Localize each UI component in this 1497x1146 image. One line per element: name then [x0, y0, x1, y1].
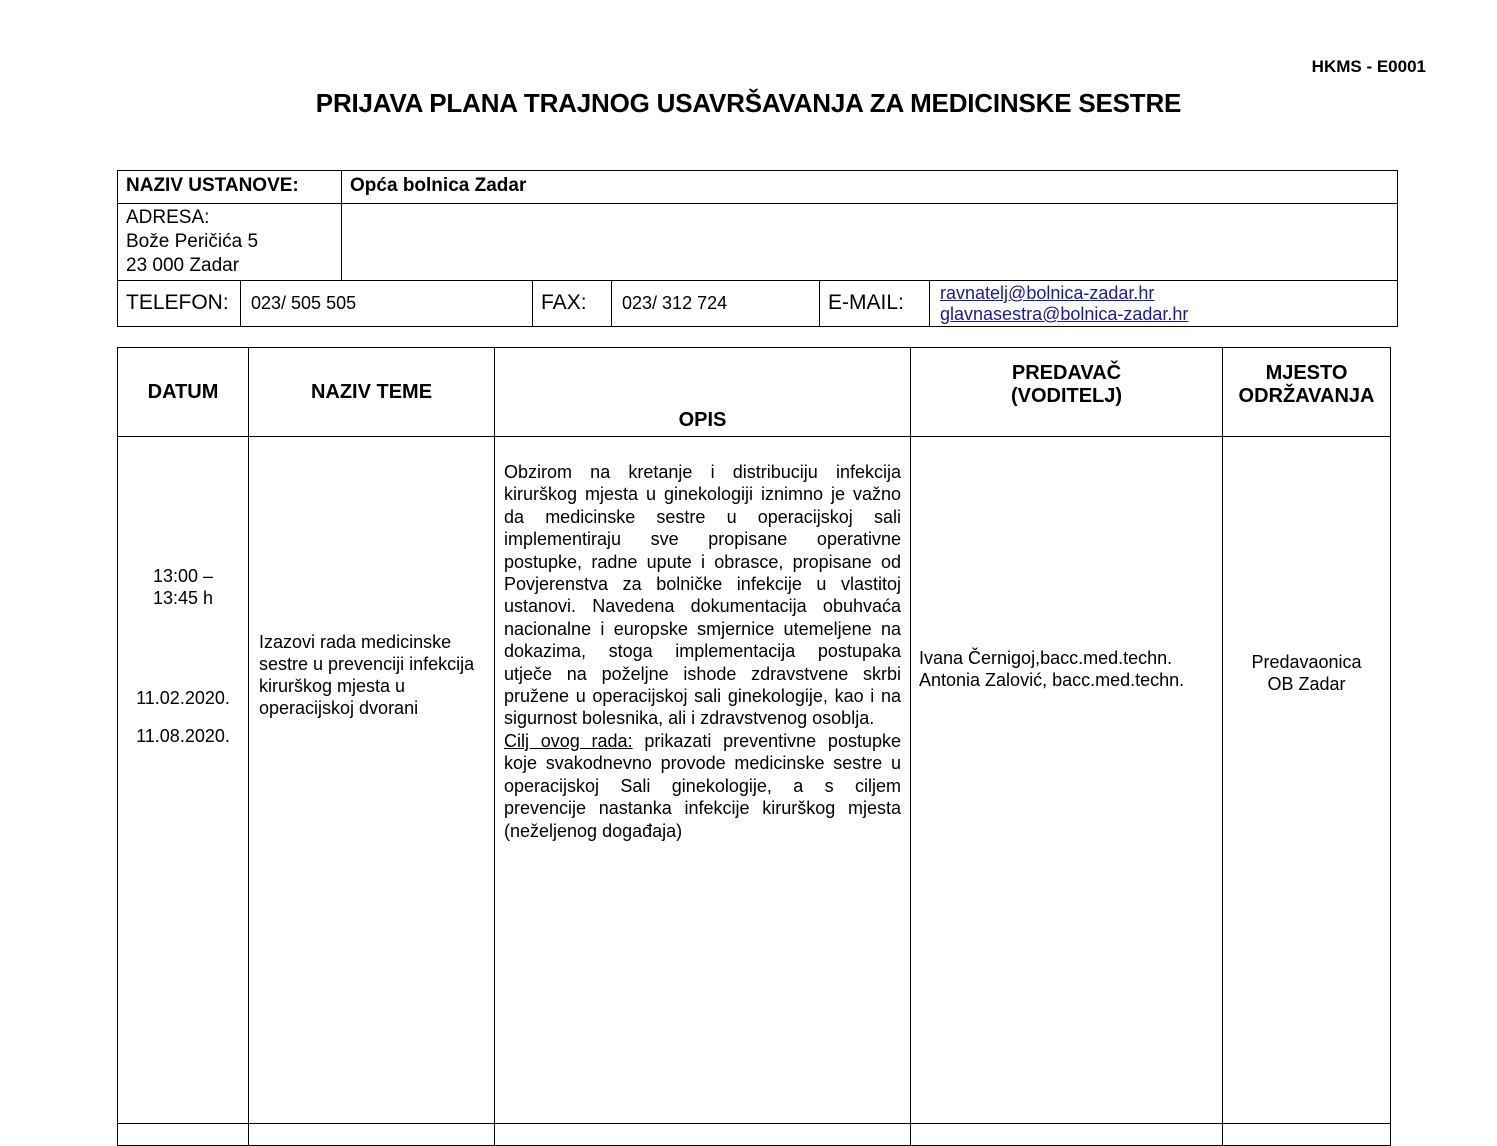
header-lecturer-line1: PREDAVAČ [1011, 362, 1122, 384]
goal-label: Cilj ovog rada: [504, 730, 633, 751]
place-line2: OB Zadar [1267, 674, 1346, 694]
place-cell [1223, 437, 1391, 1124]
topic-cell: Izazovi rada medicinske sestre u prevenciji infekcija kirurškog mjesta u operacijskoj dvorani [249, 437, 495, 1124]
header-lecturer [911, 348, 1223, 437]
time-start: 13:00 – [152, 566, 214, 586]
header-date: DATUM [118, 348, 249, 437]
goal-paragraph [504, 730, 901, 842]
address-street: Bože Peričića 5 [126, 231, 259, 252]
email-cell [930, 281, 1398, 327]
page-title: PRIJAVA PLANA TRAJNOG USAVRŠAVANJA ZA MEDICINSKE SESTRE [315, 88, 1182, 118]
email-link-head-nurse[interactable]: glavnasestra@bolnica-zadar.hr [940, 304, 1189, 324]
header-lecturer-line2: (VODITELJ) [1010, 385, 1123, 407]
address-city: 23 000 Zadar [126, 255, 240, 276]
address-label: ADRESA: [126, 207, 210, 228]
date-second: 11.08.2020. [136, 726, 230, 746]
empty-cell [1223, 1124, 1391, 1146]
header-description: OPIS [495, 348, 911, 437]
goal-text: prikazati preventivne postupke koje svakodnevno provode medicinske sestre u operacijskoj Sali ginekologije, a s ciljem prevencije nastanka infekcije kirurškog mjesta (neželjenog događaja) [504, 730, 901, 841]
description-cell [495, 437, 911, 1124]
empty-cell [911, 1124, 1223, 1146]
lecturer-first: Ivana Černigoj,bacc.med.techn. [919, 648, 1173, 668]
lecturer-cell [911, 437, 1223, 1124]
institution-table [117, 170, 1398, 327]
header-place-line1: MJESTO [1265, 362, 1348, 384]
address-cell [118, 204, 342, 281]
empty-cell [118, 1124, 249, 1146]
education-plan-table [117, 347, 1391, 1146]
empty-cell [495, 1124, 911, 1146]
place-line1: Predavaonica [1251, 652, 1362, 672]
email-label: E-MAIL: [820, 281, 930, 327]
lecturer-second: Antonia Zalović, bacc.med.techn. [919, 670, 1185, 690]
header-topic: NAZIV TEME [249, 348, 495, 437]
empty-cell [249, 1124, 495, 1146]
phone-label: TELEFON: [118, 281, 241, 327]
time-end: 13:45 h [152, 588, 214, 608]
fax-value: 023/ 312 724 [612, 281, 820, 327]
document-code: HKMS - E0001 [1311, 57, 1426, 76]
date-first: 11.02.2020. [136, 688, 230, 708]
description-text: Obzirom na kretanje i distribuciju infekcija kirurškog mjesta u ginekologiji iznimno je važno da medicinske sestre u operacijskoj sali implementiraju sve propisane operativne postupke, radne upute i obrasce, propisane od Povjerenstva za bolničke infekcije u vlastitoj ustanovi. Navedena dokumentacija obuhvaća nacionalne i europske smjernice utemeljene na dokazima, stoga implementacija postupaka utječe na poželjne ishode zdravstvene skrbi pružene u operacijskoj sali ginekologije, kao i na sigurnost bolesnika, ali i zdravstvenog osoblja. [504, 462, 901, 729]
address-empty-cell [342, 204, 1398, 281]
date-cell [118, 437, 249, 1124]
institution-name: Opća bolnica Zadar [342, 171, 1398, 204]
table-row-empty [118, 1124, 1391, 1146]
institution-name-label: NAZIV USTANOVE: [118, 171, 342, 204]
fax-label: FAX: [533, 281, 612, 327]
email-link-director[interactable]: ravnatelj@bolnica-zadar.hr [940, 283, 1155, 303]
header-place [1223, 348, 1391, 437]
header-place-line2: ODRŽAVANJA [1238, 385, 1375, 407]
phone-value: 023/ 505 505 [241, 281, 533, 327]
